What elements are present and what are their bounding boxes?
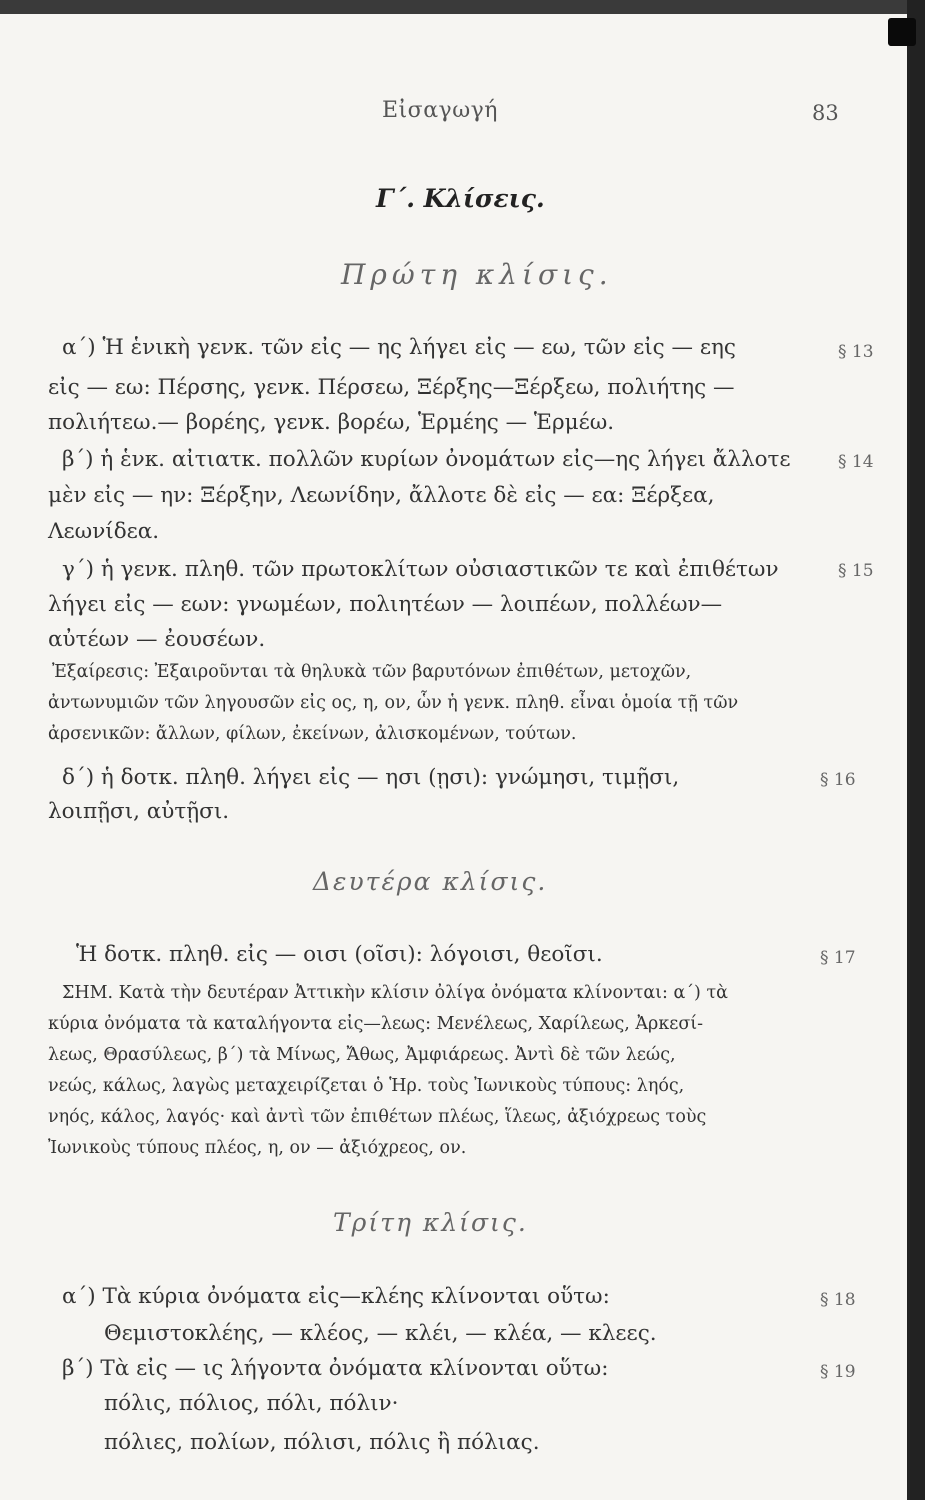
text-line: πόλις, πόλιος, πόλι, πόλιν·	[104, 1391, 399, 1416]
text-line: α΄) Ἡ ἑνικὴ γενκ. τῶν εἰς — ης λήγει εἰς — εω, τῶν εἰς — εης	[62, 335, 736, 360]
scan-top-edge	[0, 0, 925, 14]
text-line: β΄) ἡ ἑνκ. αἰτιατκ. πολλῶν κυρίων ὀνομάτων εἰς—ης λήγει ἄλλοτε	[62, 447, 791, 472]
note-line: ἀντωνυμιῶν τῶν ληγουσῶν εἰς ος, η, ον, ὧν ἡ γενκ. πληθ. εἶναι ὁμοία τῇ τῶν	[48, 693, 739, 713]
text-line: α΄) Τὰ κύρια ὀνόματα εἰς—κλέης κλίνονται οὕτω:	[62, 1284, 610, 1309]
running-header: Εἰσαγωγή	[382, 98, 498, 123]
text-line: μὲν εἰς — ην: Ξέρξην, Λεωνίδην, ἄλλοτε δὲ εἰς — εα: Ξέρξεα,	[48, 483, 715, 508]
text-line: λοιπῇσι, αὐτῇσι.	[48, 799, 230, 824]
heading-third-declension: Τρίτη κλίσις.	[333, 1208, 528, 1237]
page-number: 83	[812, 101, 839, 125]
text-line: εἰς — εω: Πέρσης, γενκ. Πέρσεω, Ξέρξης—Ξέρξεω, πολιήτης —	[48, 375, 735, 400]
text-line: Λεωνίδεα.	[48, 519, 160, 544]
heading-first-declension: Πρώτη κλίσις.	[341, 258, 613, 291]
section-number: § 19	[820, 1362, 856, 1382]
text-line: πόλιες, πολίων, πόλισι, πόλις ἢ πόλιας.	[104, 1430, 540, 1455]
note-line: κύρια ὀνόματα τὰ καταλήγοντα εἰς—λεως: Μενέλεως, Χαρίλεως, Ἀρκεσί-	[48, 1014, 704, 1034]
section-number: § 15	[838, 561, 874, 581]
text-line: Θεμιστοκλέης, — κλέος, — κλέι, — κλέα, — κλεες.	[104, 1321, 657, 1346]
section-number: § 16	[820, 770, 856, 790]
text-line: β΄) Τὰ εἰς — ις λήγοντα ὀνόματα κλίνονται οὕτω:	[62, 1356, 609, 1381]
note-line: νεώς, κάλως, λαγὼς μεταχειρίζεται ὁ Ἡρ. τοὺς Ἰωνικοὺς τύπους: ληός,	[48, 1076, 685, 1096]
note-line: ΣΗΜ. Κατὰ τὴν δευτέραν Ἀττικὴν κλίσιν ὀλίγα ὀνόματα κλίνονται: α΄) τὰ	[62, 983, 728, 1003]
note-line: ἀρσενικῶν: ἄλλων, φίλων, ἐκείνων, ἀλισκομένων, τούτων.	[48, 724, 577, 744]
scan-corner-marker-icon	[888, 18, 916, 46]
chapter-heading: Γ΄. Κλίσεις.	[376, 184, 545, 213]
section-number: § 17	[820, 948, 856, 968]
scan-right-edge	[907, 0, 925, 1500]
note-line: Ἰωνικοὺς τύπους πλέος, η, ον — ἀξιόχρεος, ον.	[48, 1138, 467, 1158]
text-line: πολιήτεω.— βορέης, γενκ. βορέω, Ἑρμέης — Ἑρμέω.	[48, 410, 615, 435]
note-line: Ἐξαίρεσις: Ἐξαιροῦνται τὰ θηλυκὰ τῶν βαρυτόνων ἐπιθέτων, μετοχῶν,	[52, 662, 692, 682]
text-line: αὐτέων — ἐουσέων.	[48, 627, 266, 652]
text-line: γ΄) ἡ γενκ. πληθ. τῶν πρωτοκλίτων οὐσιαστικῶν τε καὶ ἐπιθέτων	[62, 557, 779, 582]
heading-second-declension: Δευτέρα κλίσις.	[313, 867, 548, 896]
section-number: § 18	[820, 1290, 856, 1310]
section-number: § 14	[838, 452, 874, 472]
note-line: νηός, κάλος, λαγός· καὶ ἀντὶ τῶν ἐπιθέτων πλέως, ἵλεως, ἀξιόχρεως τοὺς	[48, 1107, 707, 1127]
text-line: λήγει εἰς — εων: γνωμέων, πολιητέων — λοιπέων, πολλέων—	[48, 592, 723, 617]
text-line: Ἡ δοτκ. πληθ. εἰς — οισι (οῖσι): λόγοισι, θεοῖσι.	[76, 942, 603, 967]
text-line: δ΄) ἡ δοτκ. πληθ. λήγει εἰς — ησι (ῃσι): γνώμησι, τιμῇσι,	[62, 765, 680, 790]
note-line: λεως, Θρασύλεως, β΄) τὰ Μίνως, Ἄθως, Ἀμφιάρεως. Ἀντὶ δὲ τῶν λεώς,	[48, 1045, 676, 1065]
section-number: § 13	[838, 342, 874, 362]
